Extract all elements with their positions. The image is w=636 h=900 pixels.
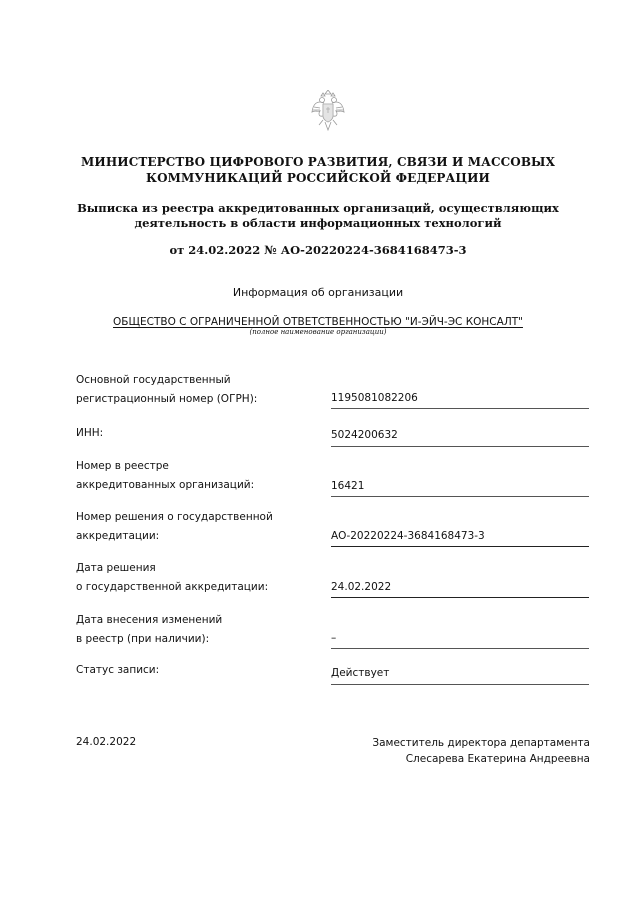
- inn-label-line1: ИНН:: [76, 427, 104, 439]
- organization-full-name: [60, 315, 576, 329]
- ogrn-underline: [331, 408, 589, 409]
- inn-underline: [331, 446, 589, 447]
- record-status-label: [76, 661, 316, 680]
- decision-date-label: [76, 559, 316, 597]
- ogrn-value: 1195081082206: [331, 392, 418, 404]
- change-date-value: –: [331, 632, 337, 644]
- decision-number-label-line2: аккредитации:: [76, 530, 160, 542]
- signer-block: [372, 735, 590, 767]
- change-date-label-line2: в реестр (при наличии):: [76, 633, 210, 645]
- ministry-name: [60, 154, 576, 186]
- registry-number-label-line1: Номер в реестре: [76, 460, 169, 472]
- inn-label: [76, 424, 316, 443]
- decision-date-underline: [331, 597, 589, 598]
- ogrn-label-line2: регистрационный номер (ОГРН):: [76, 393, 258, 405]
- coat-of-arms-icon: [311, 90, 345, 134]
- change-date-label-line1: Дата внесения изменений: [76, 614, 223, 626]
- registry-number-label: [76, 457, 316, 495]
- footer-date: 24.02.2022: [76, 736, 137, 748]
- decision-date-label-line2: о государственной аккредитации:: [76, 581, 269, 593]
- decision-date-value: 24.02.2022: [331, 581, 392, 593]
- record-status-underline: [331, 684, 589, 685]
- ministry-name-line2: КОММУНИКАЦИЙ РОССИЙСКОЙ ФЕДЕРАЦИИ: [146, 171, 490, 185]
- record-status-value: Действует: [331, 667, 390, 679]
- signer-position: Заместитель директора департамента: [372, 737, 590, 749]
- registry-number-underline: [331, 496, 589, 497]
- organization-full-name-text: ОБЩЕСТВО С ОГРАНИЧЕННОЙ ОТВЕТСТВЕННОСТЬЮ "И-ЭЙЧ-ЭС КОНСАЛТ": [113, 316, 523, 328]
- section-title: Информация об организации: [232, 286, 404, 299]
- document-title-line1: Выписка из реестра аккредитованных организаций, осуществляющих: [77, 201, 559, 215]
- ogrn-label-line1: Основной государственный: [76, 374, 231, 386]
- document-number: от 24.02.2022 № АО-20220224-3684168473-3: [169, 243, 467, 257]
- decision-number-underline: [331, 546, 589, 547]
- registry-number-value: 16421: [331, 480, 365, 492]
- document-title-line2: деятельность в области информационных технологий: [134, 216, 502, 230]
- ogrn-label: [76, 371, 316, 409]
- decision-number-label-line1: Номер решения о государственной: [76, 511, 273, 523]
- record-status-label-line1: Статус записи:: [76, 664, 160, 676]
- ministry-name-line1: МИНИСТЕРСТВО ЦИФРОВОГО РАЗВИТИЯ, СВЯЗИ И МАССОВЫХ: [81, 155, 555, 169]
- signer-name: Слесарева Екатерина Андреевна: [405, 753, 590, 765]
- change-date-underline: [331, 648, 589, 649]
- registry-number-label-line2: аккредитованных организаций:: [76, 479, 255, 491]
- decision-date-label-line1: Дата решения: [76, 562, 156, 574]
- inn-value: 5024200632: [331, 429, 398, 441]
- document-title: [60, 201, 576, 231]
- decision-number-value: АО-20220224-3684168473-3: [331, 530, 485, 542]
- decision-number-label: [76, 508, 316, 546]
- change-date-label: [76, 611, 316, 649]
- organization-name-caption: (полное наименование организации): [249, 328, 387, 336]
